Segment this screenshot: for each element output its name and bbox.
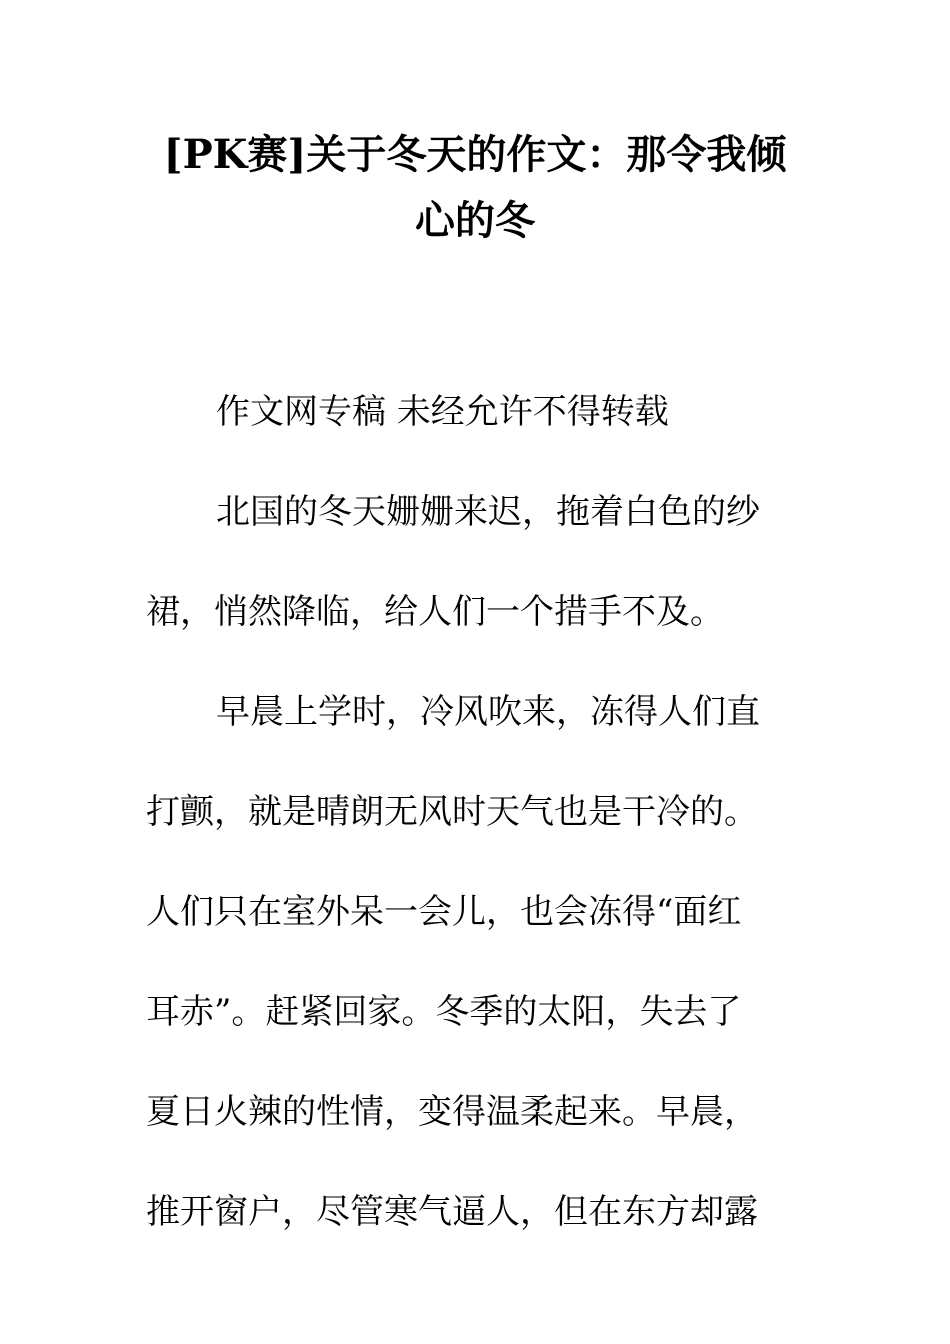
paragraph-line: 推开窗户，尽管寒气逼人，但在东方却露 [146, 1192, 758, 1232]
paragraph-line: 耳赤”。赶紧回家。冬季的太阳，失去了 [146, 992, 742, 1032]
title-line: 心的冬 [415, 197, 535, 244]
paragraph-line: 打颤，就是晴朗无风时天气也是干冷的。 [146, 792, 758, 832]
document-body [146, 362, 786, 1262]
byline: 作文网专稿 未经允许不得转载 [216, 392, 669, 432]
title-line: [PK赛]关于冬天的作文：那令我倾 [163, 131, 787, 178]
paragraph-line: 夏日火辣的性情，变得温柔起来。早晨， [146, 1092, 758, 1132]
paragraph-line: 北国的冬天姗姗来迟，拖着白色的纱 [216, 492, 760, 532]
paragraph-line: 早晨上学时，冷风吹来，冻得人们直 [216, 692, 760, 732]
paragraph-line: 人们只在室外呆一会儿，也会冻得“面红 [146, 892, 742, 932]
paragraph-line: 裙，悄然降临，给人们一个措手不及。 [146, 592, 724, 632]
document-title [145, 122, 805, 254]
